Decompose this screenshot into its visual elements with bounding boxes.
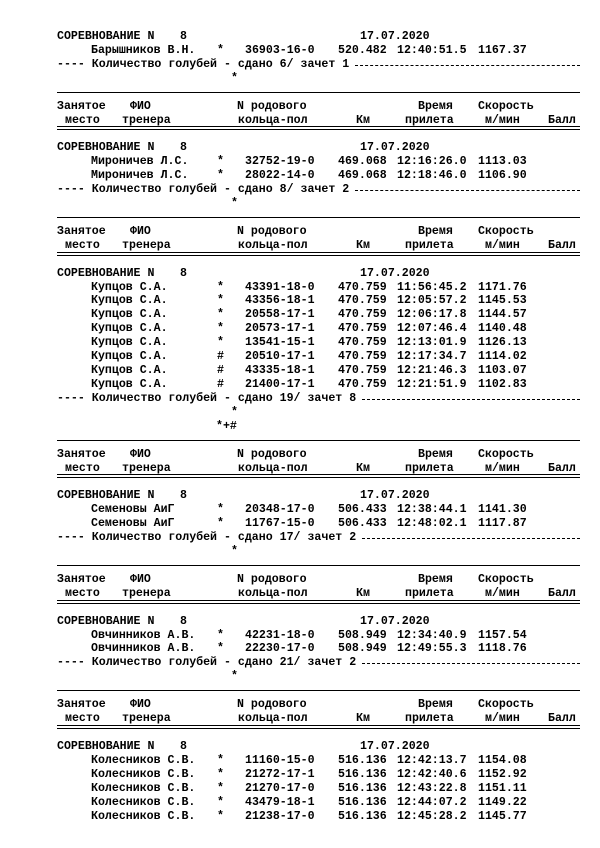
trainer-name-cell: Купцов С.А.: [91, 364, 168, 378]
column-header-col1_line2: место: [65, 113, 100, 127]
column-header-col5_line2: прилета: [405, 586, 454, 600]
mark-cell: #: [217, 364, 224, 378]
competition-label: СОРЕВНОВАНИЕ N: [57, 739, 155, 753]
ring-number-cell: 20558-17-1: [245, 308, 315, 322]
distance-cell: 520.482: [338, 43, 387, 57]
arrival-time-cell: 12:42:13.7: [397, 753, 467, 767]
column-header-col2_line1: ФИО: [130, 698, 151, 712]
ring-number-cell: 20348-17-0: [245, 503, 315, 517]
column-header-col6_line1: Скорость: [478, 698, 534, 712]
mark-cell: *: [217, 336, 224, 350]
ring-number-cell: 43356-18-1: [245, 294, 315, 308]
column-header-col3_line2: кольца-пол: [238, 113, 308, 127]
header-rule-top: [57, 565, 580, 566]
summary-dash-fill: [362, 663, 580, 664]
arrival-time-cell: 12:49:55.3: [397, 642, 467, 656]
competition-date: 17.07.2020: [360, 30, 430, 43]
column-header-col4_line2: Км: [356, 712, 370, 726]
column-header-col7_line2: Балл: [548, 238, 576, 252]
column-header-col3_line1: N родового: [237, 698, 307, 712]
distance-cell: 506.433: [338, 503, 387, 517]
competition-label: СОРЕВНОВАНИЕ N: [57, 489, 155, 503]
arrival-time-cell: 12:21:46.3: [397, 364, 467, 378]
column-header-col2_line2: тренера: [122, 461, 171, 475]
distance-cell: 470.759: [338, 336, 387, 350]
ring-number-cell: 36903-16-0: [245, 43, 315, 57]
mark-cell: *: [217, 43, 224, 57]
summary-dash-fill: [355, 190, 580, 191]
speed-cell: 1106.90: [478, 169, 527, 183]
ring-number-cell: 32752-19-0: [245, 155, 315, 169]
trainer-name-cell: Колесников С.В.: [91, 795, 196, 809]
total-mark: *: [231, 545, 238, 559]
summary-text: ---- Количество голубей - сдано 19/ зачет 8: [57, 391, 357, 405]
arrival-time-cell: 12:07:46.4: [397, 322, 467, 336]
mark-cell: *: [217, 767, 224, 781]
speed-cell: 1141.30: [478, 503, 527, 517]
header-rule-bottom: [57, 725, 580, 726]
column-header-col4_line2: Км: [356, 238, 370, 252]
column-header-col5_line2: прилета: [405, 113, 454, 127]
arrival-time-cell: 12:38:44.1: [397, 503, 467, 517]
distance-cell: 516.136: [338, 753, 387, 767]
distance-cell: 470.759: [338, 294, 387, 308]
trainer-name-cell: Купцов С.А.: [91, 308, 168, 322]
column-header-col2_line2: тренера: [122, 113, 171, 127]
column-header-col2_line1: ФИО: [130, 447, 151, 461]
competition-label: СОРЕВНОВАНИЕ N: [57, 266, 155, 280]
column-header-col2_line2: тренера: [122, 586, 171, 600]
distance-cell: 516.136: [338, 781, 387, 795]
distance-cell: 470.759: [338, 308, 387, 322]
trainer-name-cell: Купцов С.А.: [91, 378, 168, 391]
column-header-col3_line2: кольца-пол: [238, 586, 308, 600]
arrival-time-cell: 12:48:02.1: [397, 517, 467, 531]
column-header-col6_line2: м/мин: [485, 238, 520, 252]
column-header-col6_line2: м/мин: [485, 461, 520, 475]
column-header-col6_line2: м/мин: [485, 712, 520, 726]
speed-cell: 1149.22: [478, 795, 527, 809]
mark-cell: *: [217, 781, 224, 795]
mark-cell: *: [217, 795, 224, 809]
competition-number: 8: [180, 614, 187, 628]
column-header-col3_line1: N родового: [237, 447, 307, 461]
ring-number-cell: 13541-15-1: [245, 336, 315, 350]
trainer-name-cell: Купцов С.А.: [91, 350, 168, 364]
mark-cell: *: [217, 294, 224, 308]
speed-cell: 1102.83: [478, 378, 527, 391]
trainer-name-cell: Мироничев Л.С.: [91, 155, 189, 169]
column-header-col6_line2: м/мин: [485, 113, 520, 127]
arrival-time-cell: 12:40:51.5: [397, 43, 467, 57]
distance-cell: 469.068: [338, 155, 387, 169]
trainer-name-cell: Купцов С.А.: [91, 322, 168, 336]
header-rule-bottom-2: [57, 603, 580, 604]
distance-cell: 470.759: [338, 322, 387, 336]
mark-cell: #: [217, 378, 224, 391]
header-rule-bottom: [57, 126, 580, 127]
summary-text: ---- Количество голубей - сдано 21/ зачет 2: [57, 656, 357, 670]
ring-number-cell: 43391-18-0: [245, 280, 315, 294]
ring-number-cell: 22230-17-0: [245, 642, 315, 656]
summary-dash-fill: [362, 538, 580, 539]
column-header-col7_line2: Балл: [548, 461, 576, 475]
competition-label: СОРЕВНОВАНИЕ N: [57, 141, 155, 155]
distance-cell: 516.136: [338, 809, 387, 823]
mark-cell: *: [217, 503, 224, 517]
column-header-col7_line2: Балл: [548, 586, 576, 600]
column-header-col3_line2: кольца-пол: [238, 712, 308, 726]
ring-number-cell: 21270-17-0: [245, 781, 315, 795]
column-header-col7_line2: Балл: [548, 712, 576, 726]
column-header-col1_line1: Занятое: [57, 698, 106, 712]
speed-cell: 1151.11: [478, 781, 527, 795]
column-header-col5_line1: Время: [418, 572, 453, 586]
ring-number-cell: 43479-18-1: [245, 795, 315, 809]
competition-date: 17.07.2020: [360, 141, 430, 155]
column-header-col1_line2: место: [65, 712, 100, 726]
competition-date: 17.07.2020: [360, 489, 430, 503]
mark-cell: *: [217, 517, 224, 531]
column-header-col2_line2: тренера: [122, 238, 171, 252]
arrival-time-cell: 12:05:57.2: [397, 294, 467, 308]
column-header-col2_line1: ФИО: [130, 572, 151, 586]
arrival-time-cell: 12:13:01.9: [397, 336, 467, 350]
distance-cell: 470.759: [338, 378, 387, 391]
arrival-time-cell: 12:44:07.2: [397, 795, 467, 809]
total-mark: *: [231, 405, 238, 419]
column-header-col3_line2: кольца-пол: [238, 238, 308, 252]
speed-cell: 1140.48: [478, 322, 527, 336]
mark-cell: *: [217, 155, 224, 169]
competition-date: 17.07.2020: [360, 739, 430, 753]
arrival-time-cell: 11:56:45.2: [397, 280, 467, 294]
competition-number: 8: [180, 739, 187, 753]
arrival-time-cell: 12:34:40.9: [397, 628, 467, 642]
mark-cell: *: [217, 308, 224, 322]
header-rule-top: [57, 440, 580, 441]
column-header-col2_line2: тренера: [122, 712, 171, 726]
ring-number-cell: 20510-17-1: [245, 350, 315, 364]
mark-cell: *: [217, 280, 224, 294]
trainer-name-cell: Овчинников А.В.: [91, 628, 196, 642]
trainer-name-cell: Овчинников А.В.: [91, 642, 196, 656]
column-header-col5_line2: прилета: [405, 238, 454, 252]
competition-date: 17.07.2020: [360, 266, 430, 280]
total-mark: *: [231, 197, 238, 211]
column-header-col6_line2: м/мин: [485, 586, 520, 600]
summary-dash-fill: [362, 399, 580, 400]
arrival-time-cell: 12:06:17.8: [397, 308, 467, 322]
column-header-col3_line1: N родового: [237, 572, 307, 586]
mark-cell: *: [217, 169, 224, 183]
trainer-name-cell: Купцов С.А.: [91, 336, 168, 350]
arrival-time-cell: 12:21:51.9: [397, 378, 467, 391]
header-rule-bottom-2: [57, 477, 580, 478]
column-header-col2_line1: ФИО: [130, 99, 151, 113]
column-header-col5_line1: Время: [418, 447, 453, 461]
header-rule-bottom-2: [57, 255, 580, 256]
column-header-col1_line2: место: [65, 238, 100, 252]
column-header-col3_line2: кольца-пол: [238, 461, 308, 475]
distance-cell: 469.068: [338, 169, 387, 183]
mark-cell: *: [217, 642, 224, 656]
column-header-col4_line2: Км: [356, 586, 370, 600]
ring-number-cell: 28022-14-0: [245, 169, 315, 183]
column-header-col1_line1: Занятое: [57, 572, 106, 586]
header-rule-top: [57, 92, 580, 93]
speed-cell: 1117.87: [478, 517, 527, 531]
total-mark: *: [231, 670, 238, 684]
speed-cell: 1167.37: [478, 43, 527, 57]
summary-text: ---- Количество голубей - сдано 17/ зачет 2: [57, 531, 357, 545]
distance-cell: 516.136: [338, 767, 387, 781]
header-rule-bottom: [57, 600, 580, 601]
ring-number-cell: 21400-17-1: [245, 378, 315, 391]
column-header-col1_line1: Занятое: [57, 99, 106, 113]
mark-cell: *: [217, 322, 224, 336]
trainer-name-cell: Колесников С.В.: [91, 781, 196, 795]
column-header-col3_line1: N родового: [237, 99, 307, 113]
competition-number: 8: [180, 489, 187, 503]
trainer-name-cell: Купцов С.А.: [91, 294, 168, 308]
competition-number: 8: [180, 141, 187, 155]
column-header-col1_line2: место: [65, 586, 100, 600]
summary-dash-fill: [355, 65, 580, 66]
column-header-col5_line1: Время: [418, 99, 453, 113]
ring-number-cell: 11160-15-0: [245, 753, 315, 767]
speed-cell: 1103.07: [478, 364, 527, 378]
ring-number-cell: 21272-17-1: [245, 767, 315, 781]
column-header-col2_line1: ФИО: [130, 224, 151, 238]
distance-cell: 506.433: [338, 517, 387, 531]
column-header-col3_line1: N родового: [237, 224, 307, 238]
column-header-col1_line2: место: [65, 461, 100, 475]
column-header-col5_line1: Время: [418, 224, 453, 238]
speed-cell: 1145.53: [478, 294, 527, 308]
column-header-col5_line1: Время: [418, 698, 453, 712]
trainer-name-cell: Колесников С.В.: [91, 809, 196, 823]
competition-number: 8: [180, 266, 187, 280]
header-rule-bottom-2: [57, 129, 580, 130]
arrival-time-cell: 12:45:28.2: [397, 809, 467, 823]
distance-cell: 508.949: [338, 642, 387, 656]
column-header-col7_line2: Балл: [548, 113, 576, 127]
column-header-col6_line1: Скорость: [478, 572, 534, 586]
speed-cell: 1114.02: [478, 350, 527, 364]
ring-number-cell: 43335-18-1: [245, 364, 315, 378]
header-rule-bottom-2: [57, 728, 580, 729]
arrival-time-cell: 12:17:34.7: [397, 350, 467, 364]
ring-number-cell: 11767-15-0: [245, 517, 315, 531]
mark-cell: *: [217, 628, 224, 642]
speed-cell: 1118.76: [478, 642, 527, 656]
distance-cell: 470.759: [338, 350, 387, 364]
ring-number-cell: 21238-17-0: [245, 809, 315, 823]
speed-cell: 1144.57: [478, 308, 527, 322]
trainer-name-cell: Семеновы АиГ: [91, 517, 175, 531]
distance-cell: 516.136: [338, 795, 387, 809]
column-header-col4_line2: Км: [356, 461, 370, 475]
arrival-time-cell: 12:16:26.0: [397, 155, 467, 169]
total-mark: *+#: [216, 419, 237, 433]
speed-cell: 1157.54: [478, 628, 527, 642]
distance-cell: 470.759: [338, 364, 387, 378]
competition-date: 17.07.2020: [360, 614, 430, 628]
column-header-col5_line2: прилета: [405, 712, 454, 726]
arrival-time-cell: 12:18:46.0: [397, 169, 467, 183]
trainer-name-cell: Колесников С.В.: [91, 767, 196, 781]
header-rule-top: [57, 217, 580, 218]
arrival-time-cell: 12:43:22.8: [397, 781, 467, 795]
competition-label: СОРЕВНОВАНИЕ N: [57, 30, 155, 43]
column-header-col1_line1: Занятое: [57, 447, 106, 461]
summary-text: ---- Количество голубей - сдано 6/ зачет 1: [57, 57, 350, 71]
arrival-time-cell: 12:42:40.6: [397, 767, 467, 781]
column-header-col6_line1: Скорость: [478, 447, 534, 461]
mark-cell: *: [217, 753, 224, 767]
header-rule-bottom: [57, 252, 580, 253]
distance-cell: 470.759: [338, 280, 387, 294]
mark-cell: *: [217, 809, 224, 823]
speed-cell: 1152.92: [478, 767, 527, 781]
speed-cell: 1145.77: [478, 809, 527, 823]
header-rule-bottom: [57, 474, 580, 475]
competition-number: 8: [180, 30, 187, 43]
column-header-col1_line1: Занятое: [57, 224, 106, 238]
ring-number-cell: 20573-17-1: [245, 322, 315, 336]
speed-cell: 1126.13: [478, 336, 527, 350]
trainer-name-cell: Мироничев Л.С.: [91, 169, 189, 183]
speed-cell: 1113.03: [478, 155, 527, 169]
ring-number-cell: 42231-18-0: [245, 628, 315, 642]
distance-cell: 508.949: [338, 628, 387, 642]
column-header-col4_line2: Км: [356, 113, 370, 127]
total-mark: *: [231, 71, 238, 85]
competition-label: СОРЕВНОВАНИЕ N: [57, 614, 155, 628]
trainer-name-cell: Семеновы АиГ: [91, 503, 175, 517]
trainer-name-cell: Купцов С.А.: [91, 280, 168, 294]
summary-text: ---- Количество голубей - сдано 8/ зачет 2: [57, 183, 350, 197]
mark-cell: #: [217, 350, 224, 364]
header-rule-top: [57, 690, 580, 691]
column-header-col5_line2: прилета: [405, 461, 454, 475]
column-header-col6_line1: Скорость: [478, 99, 534, 113]
column-header-col6_line1: Скорость: [478, 224, 534, 238]
trainer-name-cell: Колесников С.В.: [91, 753, 196, 767]
trainer-name-cell: Барышников В.Н.: [91, 43, 196, 57]
speed-cell: 1154.08: [478, 753, 527, 767]
speed-cell: 1171.76: [478, 280, 527, 294]
